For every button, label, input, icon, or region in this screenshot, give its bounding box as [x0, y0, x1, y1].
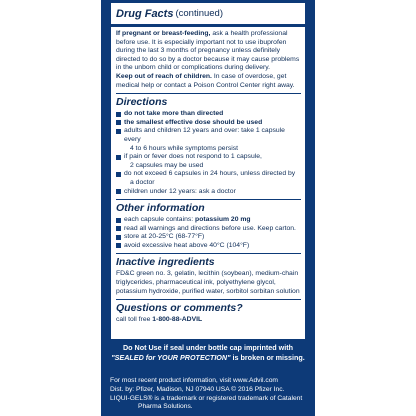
tamper-seal-notice [110, 343, 306, 376]
bullet-square-icon [116, 226, 121, 231]
phone-number: 1-800-88-ADVIL [152, 316, 203, 324]
list-item: store at 20-25°C (68-77°F) [116, 233, 301, 242]
questions-phone-line [116, 316, 301, 325]
list-item: avoid excessive heat above 40°C (104°F) [116, 242, 301, 251]
children-warning [116, 73, 301, 90]
questions-heading: Questions or comments? [116, 302, 243, 315]
children-warning-text: In case of overdose, get medical help or contact a Poison Control Center right away. [116, 72, 295, 89]
distributor-footer [110, 377, 310, 415]
list-item: adults and children 12 years and over: take 1 capsule every 4 to 6 hours while symptoms persist [116, 127, 301, 153]
list-item: each capsule contains: potassium 20 mg [116, 216, 301, 225]
bullet-square-icon [116, 235, 121, 240]
list-item: children under 12 years: ask a doctor [116, 188, 301, 197]
drug-facts-panel [110, 2, 306, 340]
bullet-square-icon [116, 120, 121, 125]
pregnancy-warning-lead: If pregnant or breast-feeding, [116, 30, 211, 37]
pregnancy-warning-text: ask a health professional before use. It is especially important not to use ibuprofen during the last 3 months of pregnancy unless definitely directed to do so by a doctor because it may cause problems in the unborn child or complications during delivery. [116, 30, 300, 72]
questions-section [116, 302, 301, 325]
other-information-list [116, 216, 301, 250]
inactive-ingredients-section [116, 256, 301, 300]
other-information-heading: Other information [116, 202, 205, 215]
list-item: if pain or fever does not respond to 1 capsule, 2 capsules may be used [116, 153, 301, 170]
list-item: do not exceed 6 capsules in 24 hours, unless directed by a doctor [116, 170, 301, 187]
footer-line-1: For most recent product information, visit www.Advil.com [110, 377, 278, 384]
tamper-notice-quote: "SEALED for YOUR PROTECTION" [111, 353, 231, 362]
list-item: do not take more than directed [116, 110, 301, 119]
continued-label: (continued) [175, 8, 223, 19]
other-information-section [116, 202, 301, 254]
children-warning-lead: Keep out of reach of children. [116, 72, 212, 80]
footer-line-3: LIQUI-GELS® is a trademark or registered trademark of Catalent [110, 394, 303, 402]
bullet-square-icon [116, 155, 121, 160]
inactive-ingredients-heading: Inactive ingredients [116, 256, 215, 269]
inactive-ingredients-text: FD&C green no. 3, gelatin, lecithin (soybean), medium-chain triglycerides, pharmaceutical ink, polyethylene glycol, potassium hydroxide, purified water, sorbitol sorbitan solution [116, 270, 300, 295]
tamper-notice-line2 [110, 353, 306, 363]
drug-facts-title: Drug Facts [116, 7, 174, 20]
bullet-square-icon [116, 129, 121, 134]
directions-heading: Directions [116, 96, 168, 109]
directions-list [116, 110, 301, 196]
footer-line-2: Dist. by: Pfizer, Madison, NJ 07940 USA © 2016 Pfizer Inc. [110, 385, 285, 393]
list-item: read all warnings and directions before use. Keep carton. [116, 225, 301, 234]
bullet-square-icon [116, 189, 121, 194]
bullet-square-icon [116, 243, 121, 248]
drug-facts-header [111, 3, 305, 27]
bullet-square-icon [116, 172, 121, 177]
tamper-notice-rest: is broken or missing. [232, 353, 305, 362]
bullet-square-icon [116, 218, 121, 223]
directions-section [116, 96, 301, 200]
warnings-section [116, 27, 301, 94]
questions-prefix: call toll free [116, 316, 151, 324]
bullet-square-icon [116, 112, 121, 117]
pregnancy-warning [116, 30, 301, 73]
footer-line-4: Pharma Solutions. [138, 403, 193, 411]
list-item: the smallest effective dose should be used [116, 119, 301, 128]
tamper-notice-line1: Do Not Use if seal under bottle cap imprinted with [122, 343, 294, 352]
